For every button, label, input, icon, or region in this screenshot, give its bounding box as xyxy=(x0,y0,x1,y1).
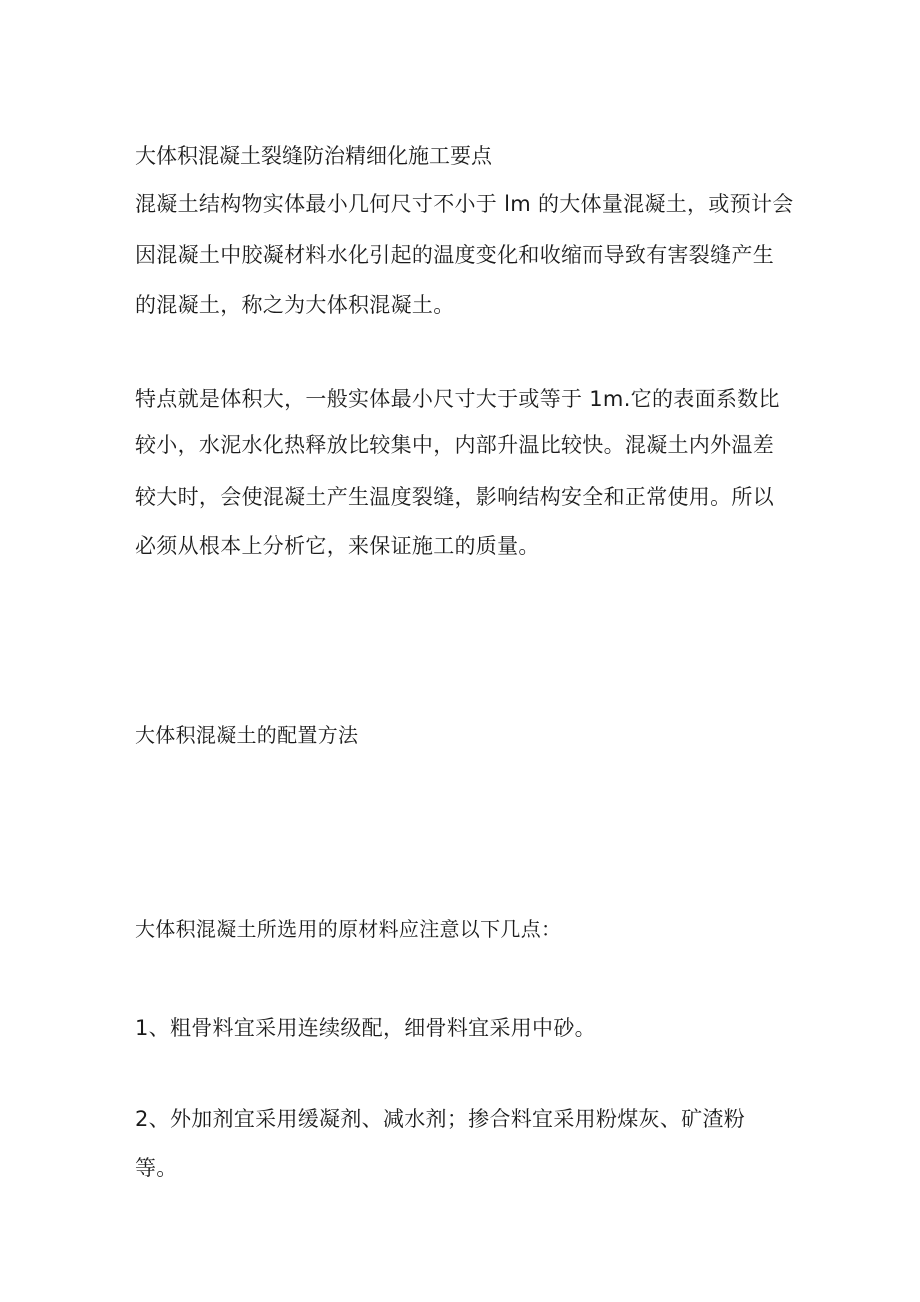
paragraph2-line2: 较小，水泥水化热释放比较集中，内部升温比较快。混凝土内外温差 xyxy=(135,433,774,457)
paragraph2-line1: 特点就是体积大，一般实体最小尺寸大于或等于 1m.它的表面系数比 xyxy=(135,387,780,411)
point-2-line1: 2、外加剂宜采用缓凝剂、减水剂；掺合料宜采用粉煤灰、矿渣粉 xyxy=(135,1107,746,1131)
section-heading: 大体积混凝土的配置方法 xyxy=(135,723,359,747)
point-1: 1、粗骨料宜采用连续级配，细骨料宜采用中砂。 xyxy=(135,1016,596,1040)
materials-intro: 大体积混凝土所选用的原材料应注意以下几点： xyxy=(135,917,562,941)
paragraph2-line4: 必须从根本上分析它，来保证施工的质量。 xyxy=(135,534,540,558)
point-2-line2: 等。 xyxy=(135,1156,178,1180)
paragraph1-line2: 因混凝土中胶凝材料水化引起的温度变化和收缩而导致有害裂缝产生 xyxy=(135,243,774,267)
paragraph1-line1: 混凝土结构物实体最小几何尺寸不小于 lm 的大体量混凝土，或预计会 xyxy=(135,192,794,216)
document-title: 大体积混凝土裂缝防治精细化施工要点 xyxy=(135,144,492,168)
paragraph2-line3: 较大时，会使混凝土产生温度裂缝，影响结构安全和正常使用。所以 xyxy=(135,485,774,509)
paragraph1-line3: 的混凝土，称之为大体积混凝土。 xyxy=(135,293,455,317)
